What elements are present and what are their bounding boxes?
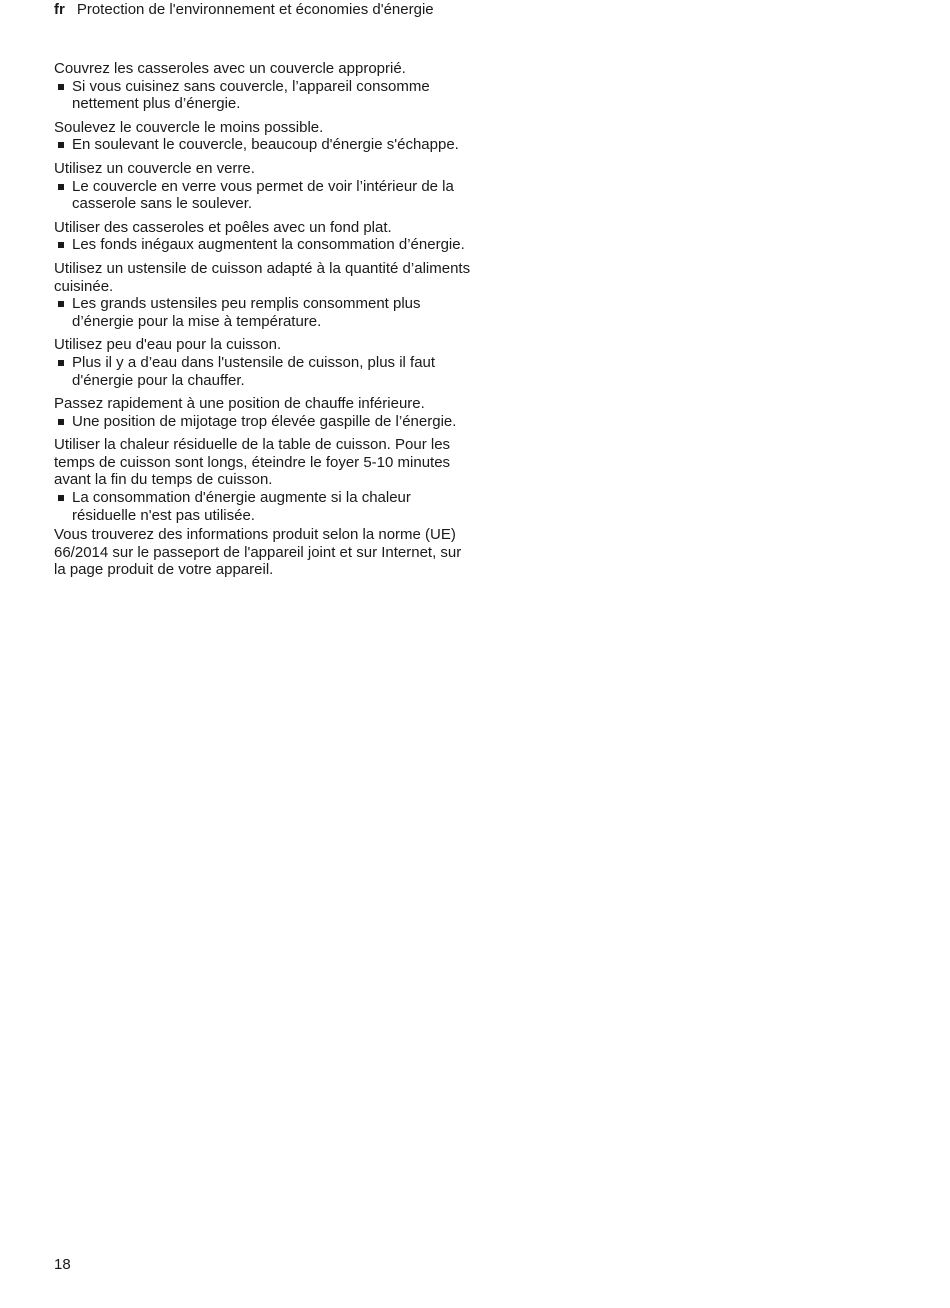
tip-lead: Utiliser la chaleur résiduelle de la table de cuisson. Pour les temps de cuisson sont longs, éteindre le foyer 5-10 minutes avant la fin du temps de cuisson. bbox=[54, 436, 451, 489]
closing-paragraph: Vous trouverez des informations produit selon la norme (UE) 66/2014 sur le passeport de l'appareil joint et sur Internet, sur la page produit de votre appareil. bbox=[54, 526, 462, 579]
square-bullet-icon bbox=[58, 142, 64, 148]
tip-list bbox=[54, 295, 474, 330]
tip-bullet-text: En soulevant le couvercle, beaucoup d'énergie s'échappe. bbox=[72, 136, 459, 154]
tip-block bbox=[54, 119, 474, 154]
square-bullet-icon bbox=[58, 495, 64, 501]
list-item bbox=[54, 178, 474, 213]
tip-block bbox=[54, 336, 474, 389]
page-number: 18 bbox=[54, 1256, 71, 1273]
list-item bbox=[54, 136, 474, 154]
square-bullet-icon bbox=[58, 184, 64, 190]
square-bullet-icon bbox=[58, 419, 64, 425]
tip-bullet-text: Plus il y a d’eau dans l'ustensile de cuisson, plus il faut d'énergie pour la chauffer. bbox=[72, 353, 436, 389]
language-code: fr bbox=[54, 1, 65, 18]
main-content bbox=[54, 60, 474, 579]
list-item bbox=[54, 413, 474, 431]
page-header bbox=[54, 1, 434, 19]
tip-block bbox=[54, 436, 474, 524]
tip-lead: Utilisez un couvercle en verre. bbox=[54, 159, 255, 177]
square-bullet-icon bbox=[58, 242, 64, 248]
tip-bullet-text: Les fonds inégaux augmentent la consommation d’énergie. bbox=[72, 236, 465, 254]
tip-lead: Utilisez peu d'eau pour la cuisson. bbox=[54, 336, 282, 354]
tip-list bbox=[54, 236, 474, 254]
tip-block bbox=[54, 260, 474, 330]
tip-bullet-text: Si vous cuisinez sans couvercle, l’appareil consomme nettement plus d’énergie. bbox=[72, 77, 430, 113]
tip-lead: Utiliser des casseroles et poêles avec un fond plat. bbox=[54, 218, 392, 236]
tip-block bbox=[54, 219, 474, 254]
square-bullet-icon bbox=[58, 360, 64, 366]
tip-block bbox=[54, 395, 474, 430]
tip-lead: Soulevez le couvercle le moins possible. bbox=[54, 118, 324, 136]
tip-block bbox=[54, 60, 474, 113]
tip-bullet-text: Les grands ustensiles peu remplis consomment plus d’énergie pour la mise à température. bbox=[72, 295, 421, 330]
tip-lead: Utilisez un ustensile de cuisson adapté à la quantité d’aliments cuisinée. bbox=[54, 259, 471, 295]
tip-lead: Passez rapidement à une position de chauffe inférieure. bbox=[54, 395, 425, 413]
list-item bbox=[54, 236, 474, 254]
tip-list bbox=[54, 413, 474, 431]
tip-list bbox=[54, 178, 474, 213]
list-item bbox=[54, 295, 474, 330]
list-item bbox=[54, 489, 474, 524]
tip-bullet-text: Le couvercle en verre vous permet de voir l’intérieur de la casserole sans le soulever. bbox=[72, 177, 454, 213]
tip-list bbox=[54, 354, 474, 389]
square-bullet-icon bbox=[58, 84, 64, 90]
tip-block bbox=[54, 160, 474, 213]
tip-list bbox=[54, 78, 474, 113]
tip-lead: Couvrez les casseroles avec un couvercle approprié. bbox=[54, 60, 406, 77]
section-title: Protection de l'environnement et économies d'énergie bbox=[76, 1, 434, 18]
tip-list bbox=[54, 136, 474, 154]
tip-bullet-text: Une position de mijotage trop élevée gaspille de l’énergie. bbox=[72, 412, 457, 430]
square-bullet-icon bbox=[58, 301, 64, 307]
list-item bbox=[54, 354, 474, 389]
list-item bbox=[54, 78, 474, 113]
tip-bullet-text: La consommation d'énergie augmente si la chaleur résiduelle n'est pas utilisée. bbox=[72, 489, 411, 524]
tip-list bbox=[54, 489, 474, 524]
